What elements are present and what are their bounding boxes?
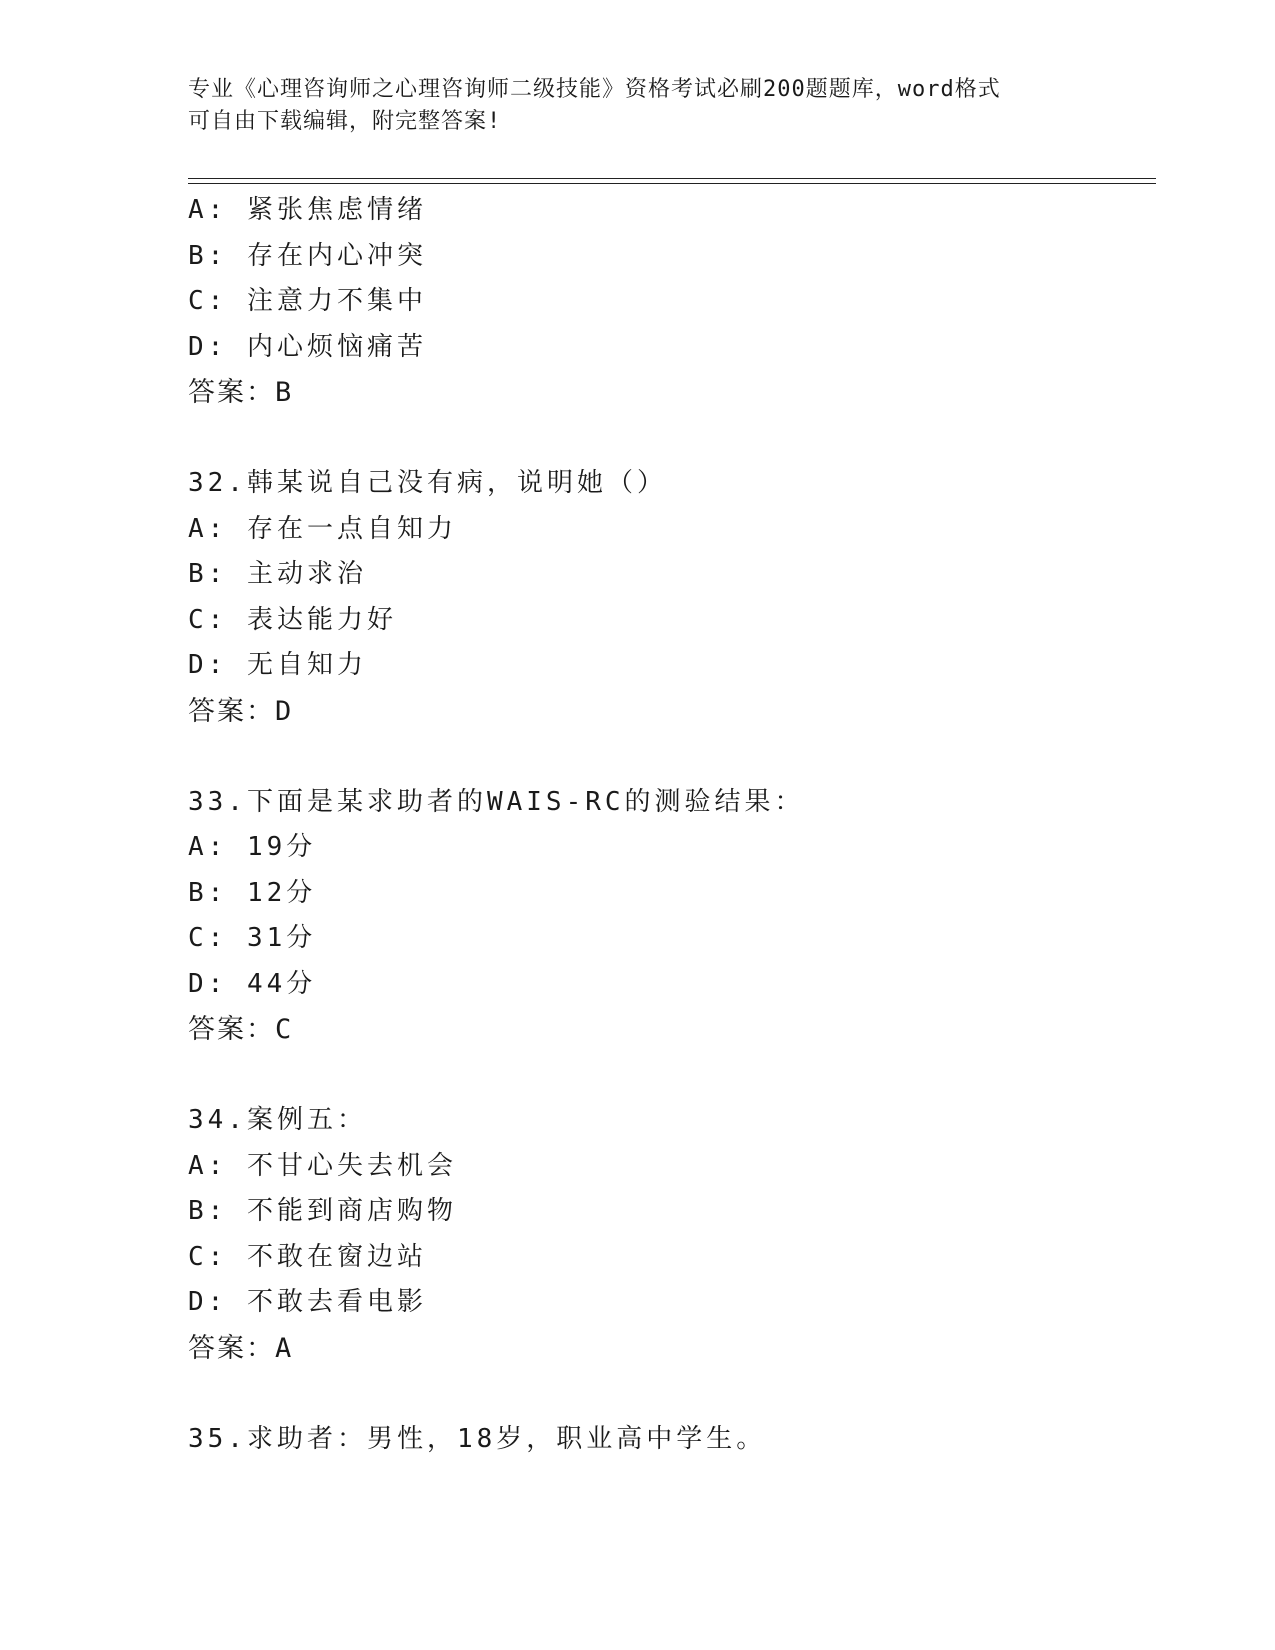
question-text: 35.求助者：男性，18岁，职业高中学生。 xyxy=(188,1423,767,1454)
option-a: A: 不甘心失去机会 xyxy=(188,1150,457,1181)
option-d: D: 无自知力 xyxy=(188,650,367,680)
option-a: A: 紧张焦虑情绪 xyxy=(188,195,427,225)
option-c: C: 表达能力好 xyxy=(188,604,397,635)
answer-value: B xyxy=(275,377,294,408)
answer-value: D xyxy=(275,695,294,727)
question-34 xyxy=(188,1098,1148,1371)
answer-line xyxy=(188,689,1148,735)
option-c: C: 31分 xyxy=(188,923,317,953)
question-33 xyxy=(188,780,1148,1053)
option-a: A: 19分 xyxy=(188,832,317,862)
option-b: B: 主动求治 xyxy=(188,559,367,589)
spacer xyxy=(188,1053,1148,1099)
question-31 xyxy=(188,188,1148,416)
option-c: C: 不敢在窗边站 xyxy=(188,1241,427,1272)
spacer xyxy=(188,416,1148,462)
question-text: 34.案例五： xyxy=(188,1105,367,1135)
option-d: D: 不敢去看电影 xyxy=(188,1287,427,1317)
option-b: B: 不能到商店购物 xyxy=(188,1196,457,1226)
answer-label: 答案： xyxy=(188,377,275,408)
answer-value: C xyxy=(275,1014,294,1045)
question-text: 33.下面是某求助者的WAIS-RC的测验结果： xyxy=(188,786,805,817)
header-divider-top xyxy=(188,178,1156,179)
answer-label: 答案： xyxy=(188,695,275,727)
document-header xyxy=(188,74,1088,138)
option-c: C: 注意力不集中 xyxy=(188,286,427,316)
question-35 xyxy=(188,1417,1148,1463)
option-b: B: 12分 xyxy=(188,877,317,908)
header-line-1: 专业《心理咨询师之心理咨询师二级技能》资格考试必刷200题题库，word格式 xyxy=(188,77,1001,102)
answer-value: A xyxy=(275,1332,294,1364)
header-line-2: 可自由下载编辑，附完整答案! xyxy=(188,109,502,134)
option-d: D: 内心烦恼痛苦 xyxy=(188,331,427,362)
spacer xyxy=(188,734,1148,780)
answer-label: 答案： xyxy=(188,1332,275,1364)
question-text: 32.韩某说自己没有病，说明她（） xyxy=(188,468,667,498)
option-b: B: 存在内心冲突 xyxy=(188,240,427,271)
header-divider-bottom xyxy=(188,183,1156,184)
answer-line xyxy=(188,370,1148,416)
option-d: D: 44分 xyxy=(188,968,317,999)
spacer xyxy=(188,1371,1148,1417)
question-list xyxy=(188,188,1148,1462)
answer-label: 答案： xyxy=(188,1014,275,1045)
option-a: A: 存在一点自知力 xyxy=(188,513,457,544)
answer-line xyxy=(188,1007,1148,1053)
answer-line xyxy=(188,1326,1148,1372)
question-32 xyxy=(188,461,1148,734)
